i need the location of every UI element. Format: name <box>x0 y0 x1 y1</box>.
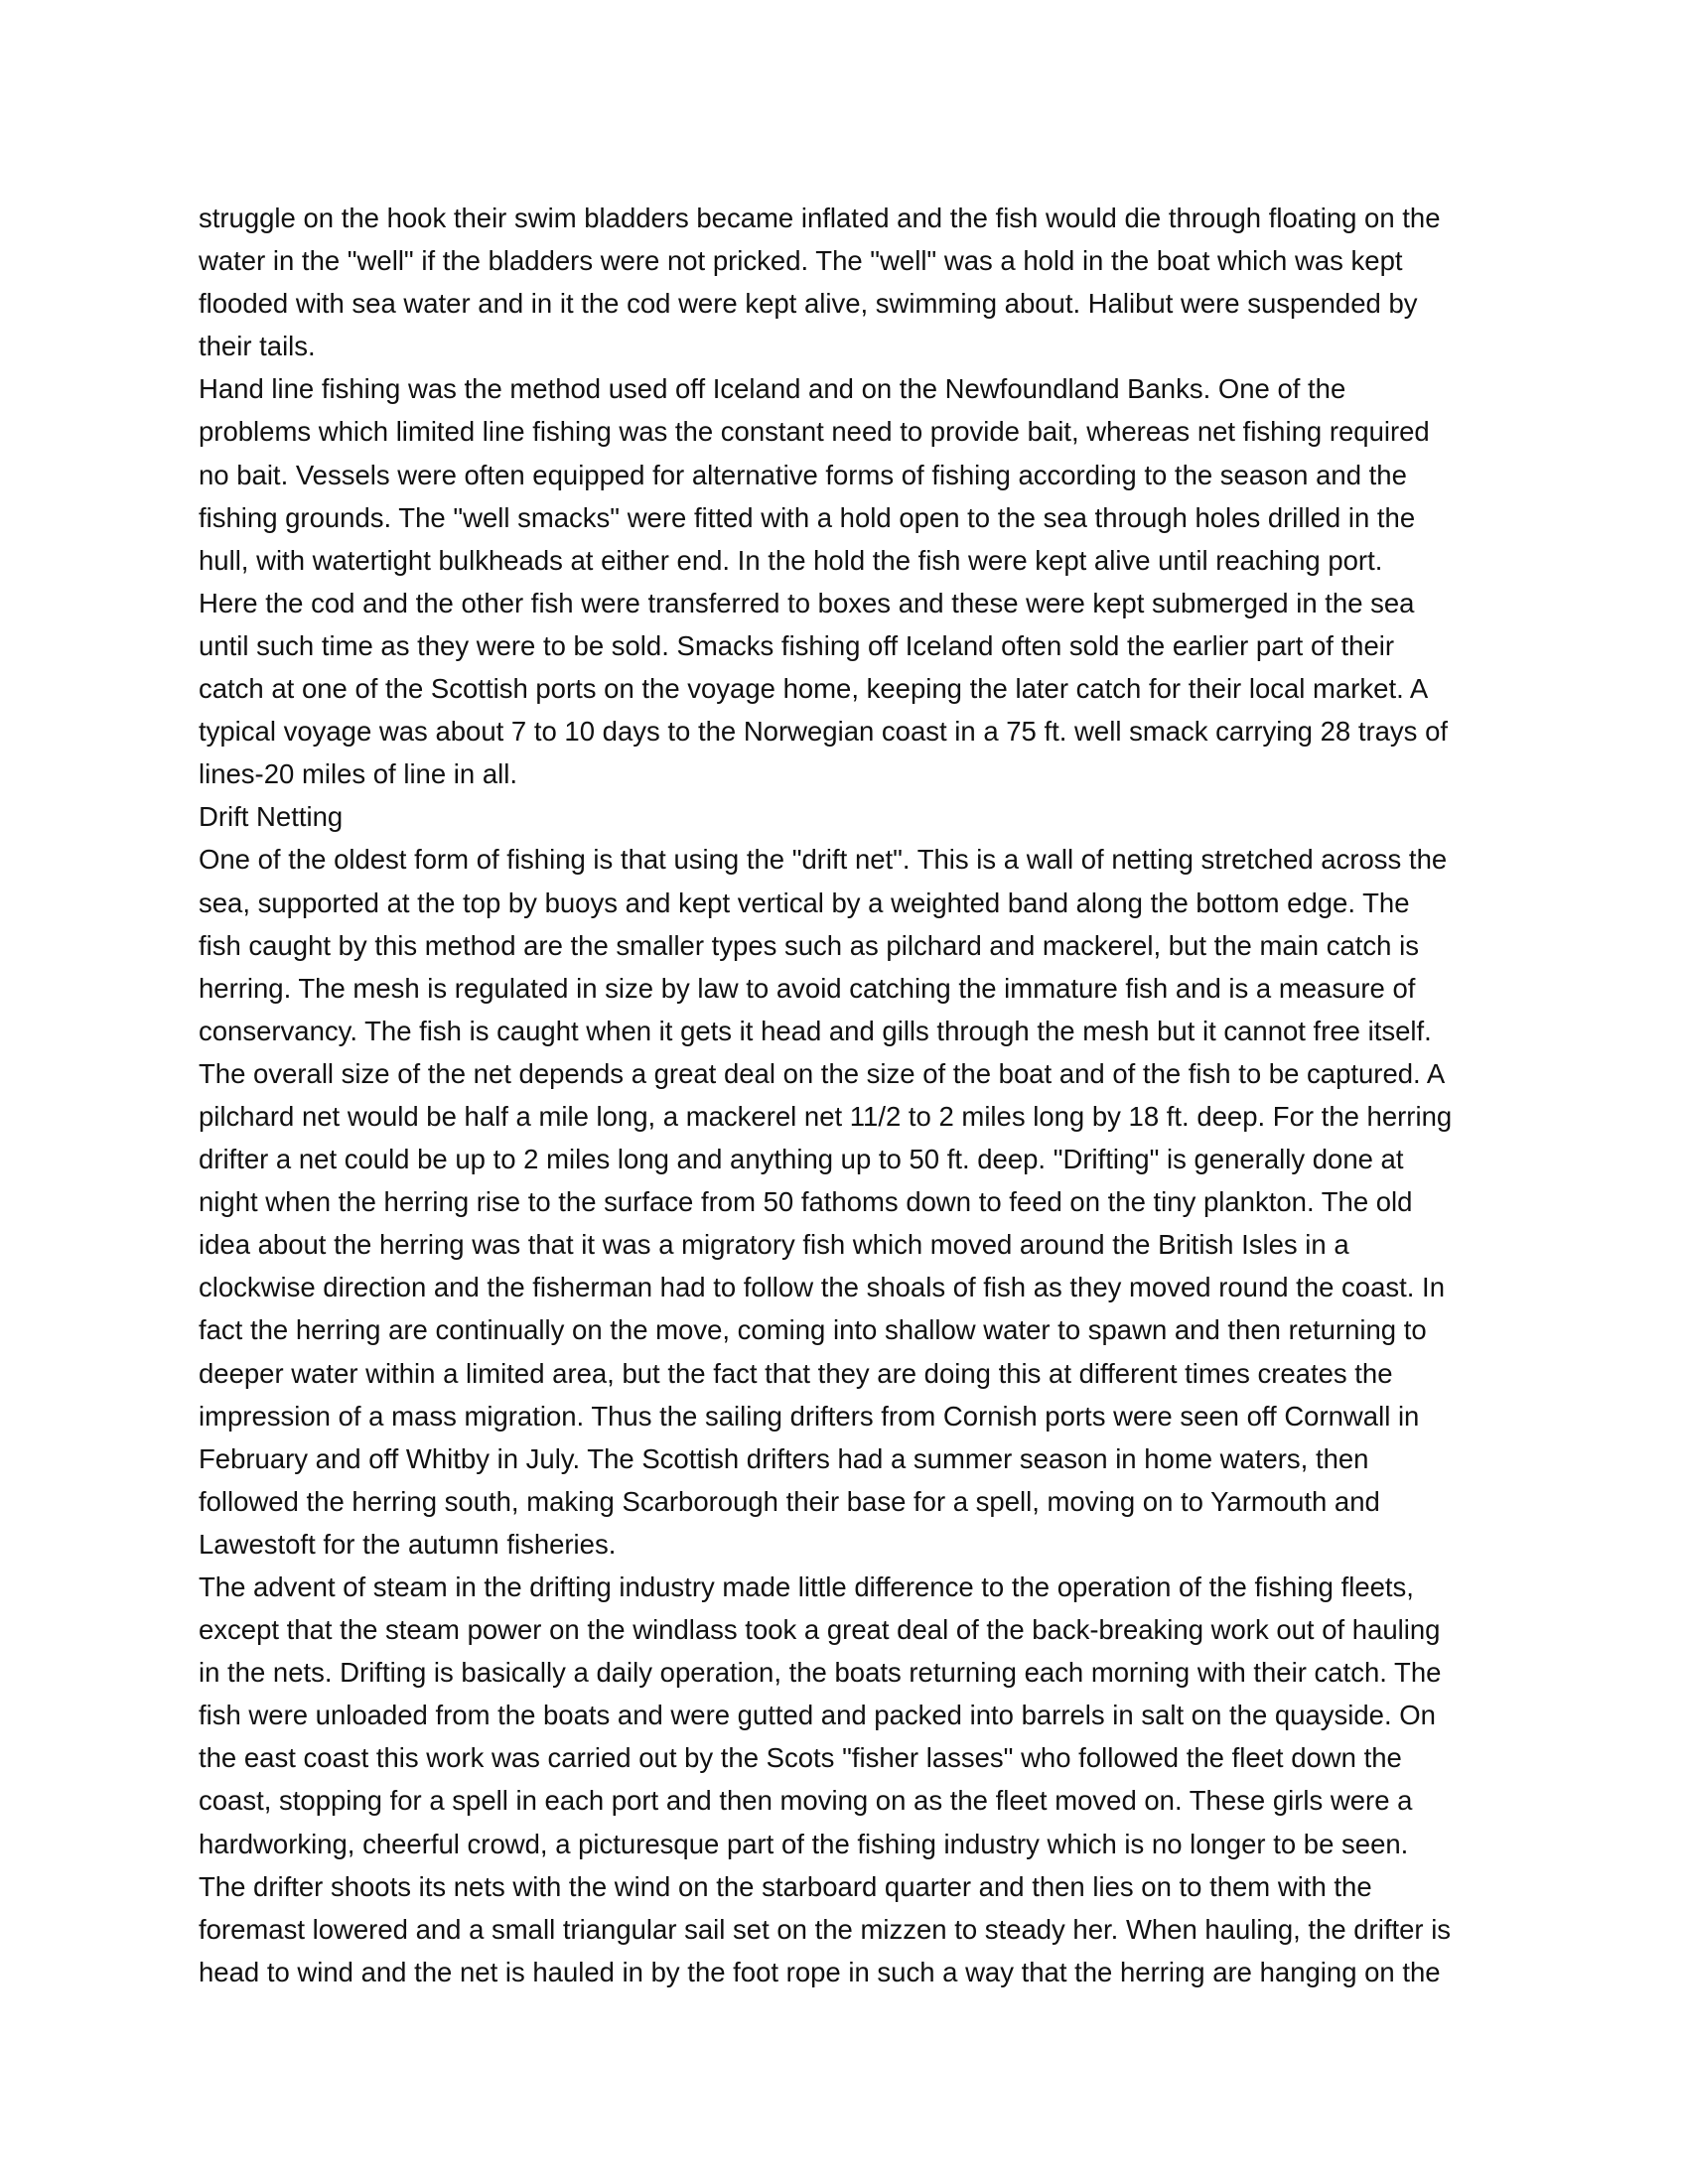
text-line: Here the cod and the other fish were transferred to boxes and these were kept submerged in the sea <box>199 587 1415 618</box>
text-line: sea, supported at the top by buoys and kept vertical by a weighted band along the bottom edge. The <box>199 887 1410 918</box>
text-line: catch at one of the Scottish ports on the voyage home, keeping the later catch for their local market. A <box>199 673 1429 705</box>
text-line: impression of a mass migration. Thus the sailing drifters from Cornish ports were seen off Cornwall in <box>199 1400 1420 1432</box>
text-line: hardworking, cheerful crowd, a picturesque part of the fishing industry which is no longer to be seen. <box>199 1828 1409 1859</box>
text-line: Lawestoft for the autumn fisheries. <box>199 1528 617 1560</box>
text-line: drifter a net could be up to 2 miles long and anything up to 50 ft. deep. "Drifting" is generally done at <box>199 1144 1404 1175</box>
text-line: fishing grounds. The "well smacks" were fitted with a hold open to the sea through holes drilled in the <box>199 501 1416 533</box>
text-line: idea about the herring was that it was a migratory fish which moved around the British Isles in a <box>199 1229 1349 1261</box>
paragraph <box>199 367 1489 795</box>
text-line: head to wind and the net is hauled in by the foot rope in such a way that the herring are hanging on the <box>199 1956 1441 1987</box>
text-line: lines-20 miles of line in all. <box>199 758 517 790</box>
text-line: One of the oldest form of fishing is that using the "drift net". This is a wall of netting stretched across the <box>199 844 1448 876</box>
text-line: followed the herring south, making Scarborough their base for a spell, moving on to Yarmouth and <box>199 1485 1380 1517</box>
text-line: hull, with watertight bulkheads at either end. In the hold the fish were kept alive until reaching port. <box>199 544 1383 576</box>
text-line: The drifter shoots its nets with the wind on the starboard quarter and then lies on to them with the <box>199 1870 1372 1902</box>
text-line: typical voyage was about 7 to 10 days to the Norwegian coast in a 75 ft. well smack carrying 28 trays of <box>199 716 1449 748</box>
text-line: foremast lowered and a small triangular sail set on the mizzen to steady her. When hauling, the drifter is <box>199 1913 1452 1945</box>
text-line: deeper water within a limited area, but the fact that they are doing this at different times creates the <box>199 1357 1393 1389</box>
text-line: The advent of steam in the drifting industry made little difference to the operation of the fishing fleets, <box>199 1571 1414 1602</box>
paragraph <box>199 1865 1489 1993</box>
text-line: night when the herring rise to the surface from 50 fathoms down to feed on the tiny plankton. The old <box>199 1186 1413 1218</box>
text-line: coast, stopping for a spell in each port and then moving on as the fleet moved on. These girls were a <box>199 1785 1413 1817</box>
section-heading-paragraph <box>199 795 1489 838</box>
text-line: in the nets. Drifting is basically a daily operation, the boats returning each morning with their catch. The <box>199 1657 1442 1689</box>
text-line: clockwise direction and the fisherman had to follow the shoals of fish as they moved round the coast. In <box>199 1272 1445 1303</box>
text-line: fish caught by this method are the smaller types such as pilchard and mackerel, but the main catch is <box>199 929 1419 961</box>
paragraph <box>199 1566 1489 1865</box>
text-line: until such time as they were to be sold. Smacks fishing off Iceland often sold the earlier part of their <box>199 629 1395 661</box>
text-line: herring. The mesh is regulated in size by law to avoid catching the immature fish and is a measure of <box>199 972 1416 1004</box>
text-line: February and off Whitby in July. The Scottish drifters had a summer season in home waters, then <box>199 1442 1369 1474</box>
text-line: except that the steam power on the windlass took a great deal of the back-breaking work out of hauling <box>199 1614 1441 1646</box>
paragraph <box>199 197 1489 367</box>
text-line: their tails. <box>199 331 316 362</box>
text-line: pilchard net would be half a mile long, a mackerel net 11/2 to 2 miles long by 18 ft. deep. For the herring <box>199 1100 1453 1132</box>
text-line: Hand line fishing was the method used off Iceland and on the Newfoundland Banks. One of the <box>199 373 1346 405</box>
text-line: fish were unloaded from the boats and were gutted and packed into barrels in salt on the quayside. On <box>199 1700 1436 1731</box>
text-line: water in the "well" if the bladders were not pricked. The "well" was a hold in the boat which was kept <box>199 245 1403 277</box>
text-line: struggle on the hook their swim bladders became inflated and the fish would die through floating on the <box>199 203 1441 233</box>
paragraph <box>199 838 1489 1566</box>
text-line: conservancy. The fish is caught when it gets it head and gills through the mesh but it cannot free itself. <box>199 1015 1432 1046</box>
text-line: fact the herring are continually on the move, coming into shallow water to spawn and then returning to <box>199 1314 1427 1346</box>
text-line: the east coast this work was carried out by the Scots "fisher lasses" who followed the fleet down the <box>199 1742 1402 1774</box>
text-line: Drift Netting <box>199 801 344 833</box>
text-line: flooded with sea water and in it the cod were kept alive, swimming about. Halibut were suspended by <box>199 288 1418 320</box>
text-line: The overall size of the net depends a great deal on the size of the boat and of the fish to be captured. A <box>199 1057 1446 1089</box>
text-line: no bait. Vessels were often equipped for alternative forms of fishing according to the season and the <box>199 459 1407 490</box>
text-line: problems which limited line fishing was the constant need to provide bait, whereas net fishing required <box>199 416 1430 448</box>
document-body <box>199 197 1489 1993</box>
